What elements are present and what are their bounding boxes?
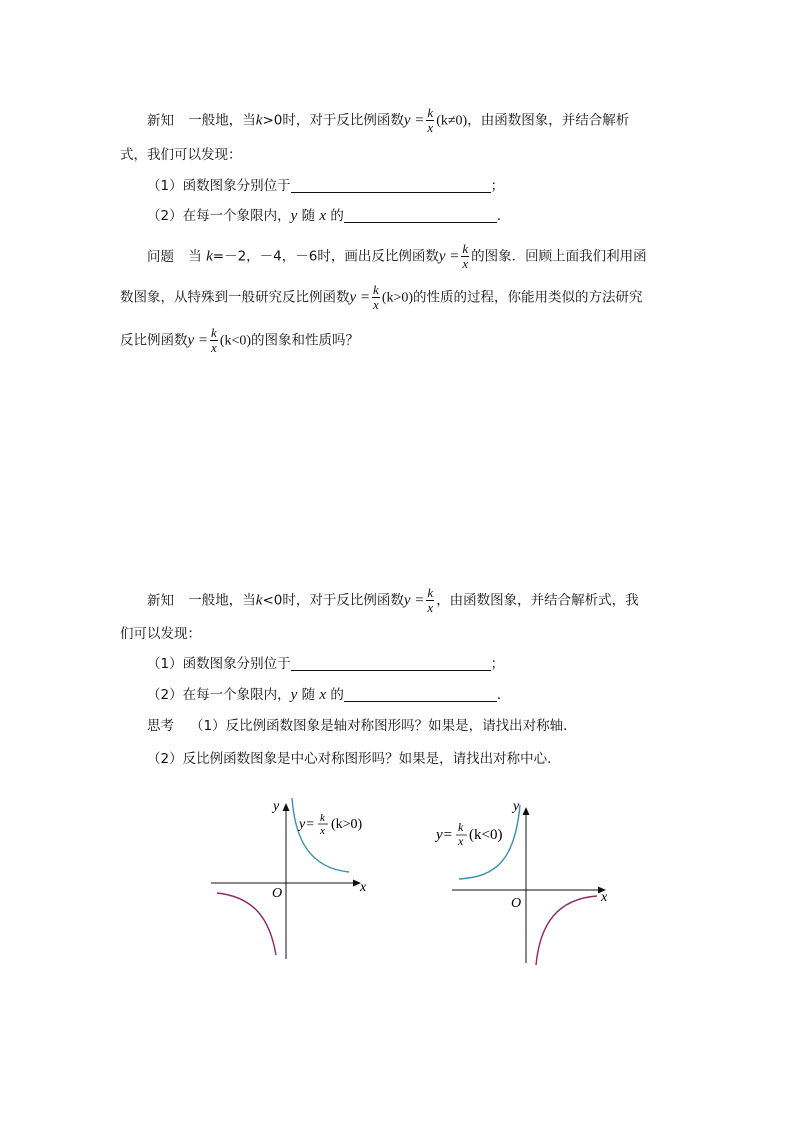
block2-line2: 们可以发现：: [120, 626, 201, 642]
block1-item2-text-c: 的: [330, 208, 344, 224]
problem-y-eq: y =: [438, 248, 460, 265]
block1-item1-text: （1）函数图象分别位于: [147, 178, 291, 194]
problem-lead: 问题: [147, 248, 174, 265]
think-line1: [147, 716, 577, 736]
function-label-num: k: [320, 812, 325, 824]
problem-text-e: 的性质的过程，你能用类似的方法研究: [413, 289, 643, 306]
block2-item2-x: x: [319, 687, 327, 703]
block2-text-c: ，由函数图象，并结合解析式，我: [436, 592, 639, 609]
block1-item2-x: x: [319, 208, 327, 224]
problem-fraction-2: [372, 283, 380, 312]
function-label-den: x: [320, 825, 325, 837]
problem-text-f: 反比例函数: [120, 332, 188, 349]
block2-y-eq: y =: [403, 592, 425, 609]
block1-text-c: ，由函数图象，并结合解析: [467, 112, 630, 129]
problem-text-g: 的图象和性质吗？: [251, 332, 360, 349]
graph-k-positive: [205, 795, 385, 965]
function-label-num: k: [458, 820, 464, 834]
block1-item2-text-b: 随: [301, 208, 316, 224]
origin-label: O: [272, 886, 283, 901]
origin-label: O: [511, 896, 522, 911]
think-q1: （1）反比例函数图象是轴对称图形吗？如果是，请找出对称轴．: [190, 718, 577, 734]
problem-fraction: [461, 242, 469, 271]
fraction-numerator: k: [462, 241, 469, 256]
fraction-numerator: k: [427, 585, 434, 600]
problem-line1: [147, 242, 647, 271]
block1-item2-y: y: [290, 208, 298, 224]
block2-item1-end: ；: [490, 656, 505, 672]
think-line2: （2）反比例函数图象是中心对称图形吗？如果是，请找出对称中心．: [147, 751, 561, 767]
block1-lead: 新知: [147, 112, 174, 129]
fraction-denominator: x: [427, 120, 434, 135]
block1-item2-end: ．: [496, 208, 511, 224]
problem-y-eq-3: y =: [187, 332, 209, 349]
block1-line2: 式，我们可以发现：: [120, 147, 242, 163]
lower-branch-curve: [217, 893, 276, 955]
answer-blank[interactable]: [291, 177, 491, 193]
block1-line1: [147, 106, 629, 135]
block1-fraction: [426, 106, 434, 135]
y-arrow: [283, 803, 290, 811]
block2-fraction: [426, 586, 434, 615]
function-label-y: y=: [436, 827, 453, 843]
y-axis-label: y: [273, 799, 280, 814]
problem-condition-3: (k<0): [219, 333, 252, 349]
answer-blank[interactable]: [344, 686, 497, 702]
block2-item2-text-b: 随: [301, 687, 316, 703]
block1-item1: [147, 176, 504, 196]
graph-k-negative: [430, 795, 620, 970]
block1-item2-text-a: （2）在每一个象限内，: [147, 208, 291, 224]
fraction-denominator: x: [462, 256, 469, 271]
answer-blank[interactable]: [344, 207, 497, 223]
problem-text-c: 的图象．回顾上面我们利用函: [471, 248, 647, 265]
block2-item2: [147, 685, 510, 705]
fraction-denominator: x: [427, 600, 434, 615]
problem-text-d: 数图象，从特殊到一般研究反比例函数: [120, 289, 350, 306]
problem-condition-2: (k>0): [381, 290, 414, 306]
block2-lead: 新知: [147, 592, 174, 609]
x-axis-label: x: [601, 890, 608, 905]
block2-item1-text: （1）函数图象分别位于: [147, 656, 291, 672]
think-lead: 思考: [147, 718, 174, 734]
function-label-y: y=: [299, 817, 315, 832]
problem-text-b: =－2，－4，－6时，画出反比例函数: [212, 248, 439, 265]
function-label-cond: (k<0): [469, 827, 503, 843]
fraction-numerator: k: [373, 282, 379, 297]
x-axis-label: x: [360, 880, 367, 895]
fraction-numerator: k: [427, 105, 434, 120]
problem-text-a: 当: [188, 248, 202, 265]
block1-condition: (k≠0): [436, 113, 468, 129]
y-axis-label: y: [513, 799, 520, 814]
block2-item1: [147, 654, 504, 674]
problem-k: k: [206, 248, 213, 265]
answer-blank[interactable]: [291, 655, 491, 671]
block2-item2-y: y: [290, 687, 298, 703]
block1-text-b: >0时，对于反比例函数: [262, 112, 404, 129]
problem-line2: [120, 283, 643, 312]
fraction-denominator: x: [211, 340, 217, 355]
block2-item2-end: ．: [496, 687, 511, 703]
y-arrow: [523, 807, 530, 815]
block1-text-a: 一般地，当: [188, 112, 256, 129]
block2-item2-text-c: 的: [330, 687, 344, 703]
fraction-denominator: x: [373, 297, 379, 312]
block2-text-b: <0时，对于反比例函数: [262, 592, 404, 609]
block1-item1-end: ；: [490, 178, 505, 194]
problem-y-eq-2: y =: [349, 289, 371, 306]
problem-line3: [120, 326, 359, 355]
function-label-cond: (k>0): [331, 817, 363, 832]
lower-branch-curve: [536, 896, 597, 965]
block2-text-a: 一般地，当: [188, 592, 256, 609]
fraction-numerator: k: [211, 325, 217, 340]
function-label-den: x: [458, 834, 464, 848]
block1-item2: [147, 206, 510, 226]
block2-line1: [147, 586, 639, 615]
block1-y-eq: y =: [403, 112, 425, 129]
block1-k: k: [255, 112, 263, 129]
block2-k: k: [255, 592, 263, 609]
problem-fraction-3: [210, 326, 218, 355]
block2-item2-text-a: （2）在每一个象限内，: [147, 687, 291, 703]
